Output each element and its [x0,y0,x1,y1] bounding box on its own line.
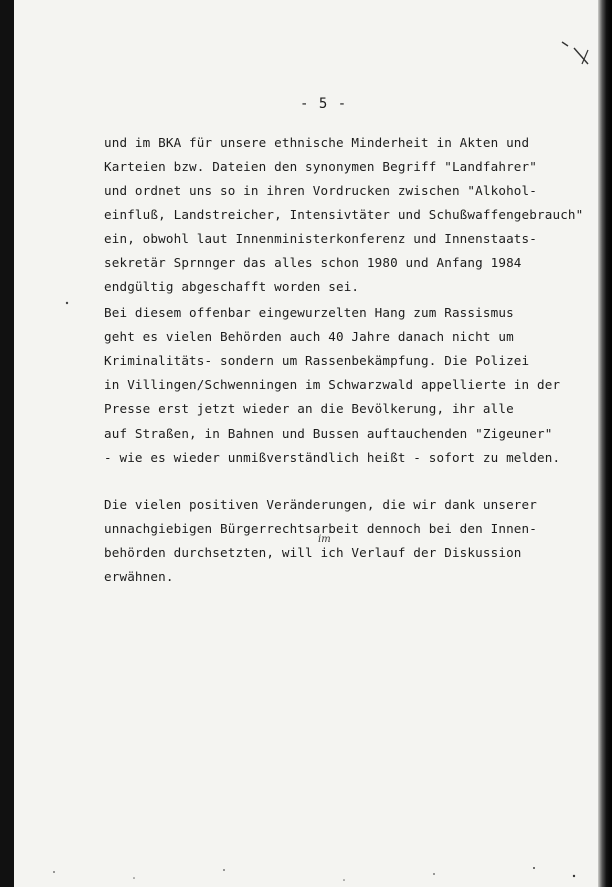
text-line: Bei diesem offenbar eingewurzelten Hang zum Rassismus [104,305,514,320]
text-line: endgültig abgeschafft worden sei. [104,279,360,294]
text-line: und im BKA für unsere ethnische Minderheit in Akten und [104,135,530,150]
text-line: Presse erst jetzt wieder an die Bevölkerung, ihr alle [104,401,514,416]
text-line: und ordnet uns so in ihren Vordrucken zwischen "Alkohol- [104,183,537,198]
page-number: - 5 - [300,96,348,112]
text-line: Die vielen positiven Veränderungen, die wir dank unserer [104,497,537,512]
handwritten-insert: im [318,534,331,545]
text-line: Kriminalitäts- sondern um Rassenbekämpfung. Die Polizei [104,353,530,368]
text-line: ein, obwohl laut Innenministerkonferenz und Innenstaats- [104,231,537,246]
document-page [14,0,598,887]
scan-left-border [0,0,14,887]
text-line: erwähnen. [104,569,174,584]
text-line: in Villingen/Schwenningen im Schwarzwald appellierte in der [104,377,561,392]
scan-mark [560,38,594,68]
text-line: - wie es wieder unmißverständlich heißt - sofort zu melden. [104,450,561,465]
text-line: einfluß, Landstreicher, Intensivtäter und Schußwaffengebrauch" [104,207,584,222]
text-line: sekretär Sprnnger das alles schon 1980 und Anfang 1984 [104,255,522,270]
scan-noise-bottom [14,850,598,887]
text-line: unnachgiebigen Bürgerrechtsarbeit dennoch bei den Innen- [104,521,537,536]
scan-right-border [598,0,612,887]
scan-speck [64,300,70,306]
text-line: behörden durchsetzten, will ich Verlauf der Diskussion [104,545,522,560]
text-line: auf Straßen, in Bahnen und Bussen auftauchenden "Zigeuner" [104,426,553,441]
text-line: geht es vielen Behörden auch 40 Jahre danach nicht um [104,329,514,344]
text-line: Karteien bzw. Dateien den synonymen Begriff "Landfahrer" [104,159,537,174]
